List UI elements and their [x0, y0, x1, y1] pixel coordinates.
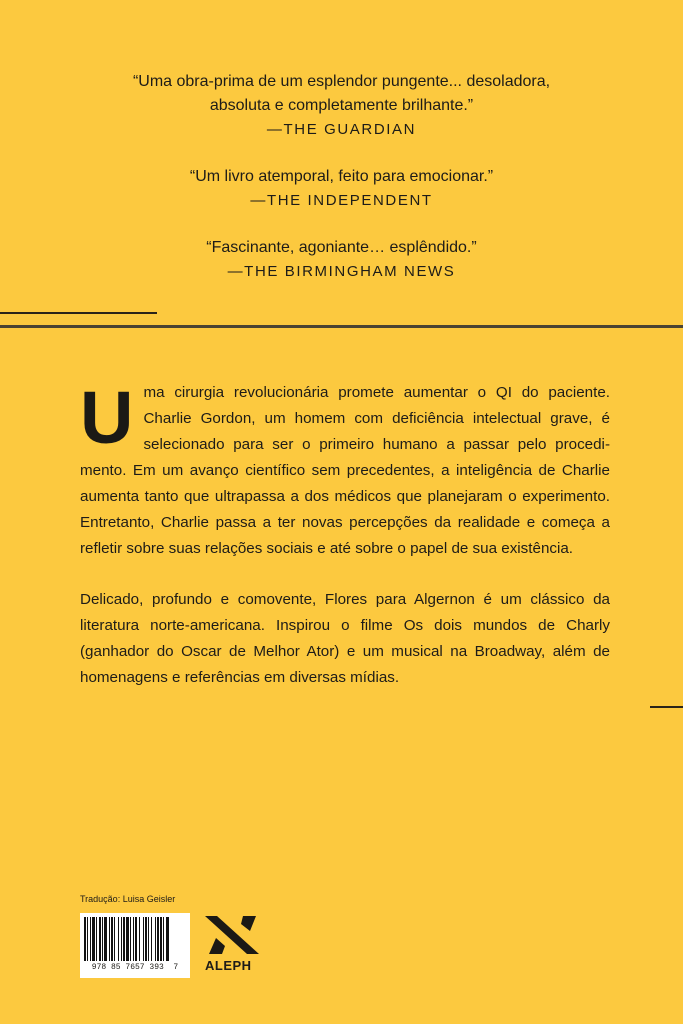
quote-source: —THE GUARDIAN: [266, 121, 417, 138]
translator-credit: Tradução: Luisa Geisler: [80, 894, 176, 904]
publisher-name: ALEPH: [205, 958, 252, 973]
quote-text-line: “Fascinante, agoniante… esplêndido.”: [206, 239, 477, 256]
quote-source: —THE INDEPENDENT: [250, 192, 433, 209]
synopsis-paragraph-1-text: ma cirurgia revolucionária promete aumentar o QI do paciente. Charlie Gordon, um homem com deficiência intelectual grave, é selecionado para ser o primeiro humano a passar pelo procedimento. Em um avanço científico sem precedentes, a inteligência de Charlie aumenta tanto que ultrapassa a dos médicos que planejaram o experimento. Entretanto, Charlie passa a ter novas percepções da realidade e começa a refletir sobre suas relações sociais e até sobre o papel de sua existência.: [80, 384, 610, 557]
quote-source: —THE BIRMINGHAM NEWS: [227, 263, 456, 280]
barcode-icon: [84, 917, 186, 961]
synopsis: [80, 376, 610, 716]
divider-full: [0, 325, 683, 328]
synopsis-paragraph-1: [80, 376, 610, 562]
aleph-logo-icon: [203, 913, 261, 957]
quote-text-line: absoluta e completamente brilhante.”: [209, 97, 474, 114]
synopsis-paragraph-2: Delicado, profundo e comovente, Flores para Algernon é um clássico da literatura norte-americana. Inspirou o filme Os dois mundos de Charly (ganhador do Oscar de Melhor Ator) e um musical na Broadway, além de homenagens e referências em diversas mídias.: [80, 591, 610, 686]
press-quotes: [0, 70, 683, 307]
quote-birmingham: [0, 236, 683, 284]
isbn-digits: 978 85 7657 393 7: [91, 963, 179, 972]
drop-cap: U: [80, 376, 134, 459]
divider-side: [650, 706, 683, 708]
quote-text-line: “Uma obra-prima de um esplendor pungente... desoladora,: [132, 73, 551, 90]
divider-short: [0, 312, 157, 314]
quote-text-line: “Um livro atemporal, feito para emocionar.”: [189, 168, 494, 185]
quote-independent: [0, 165, 683, 213]
quote-guardian: [0, 70, 683, 142]
isbn-barcode: [80, 913, 190, 978]
publisher-logo: [203, 913, 263, 975]
